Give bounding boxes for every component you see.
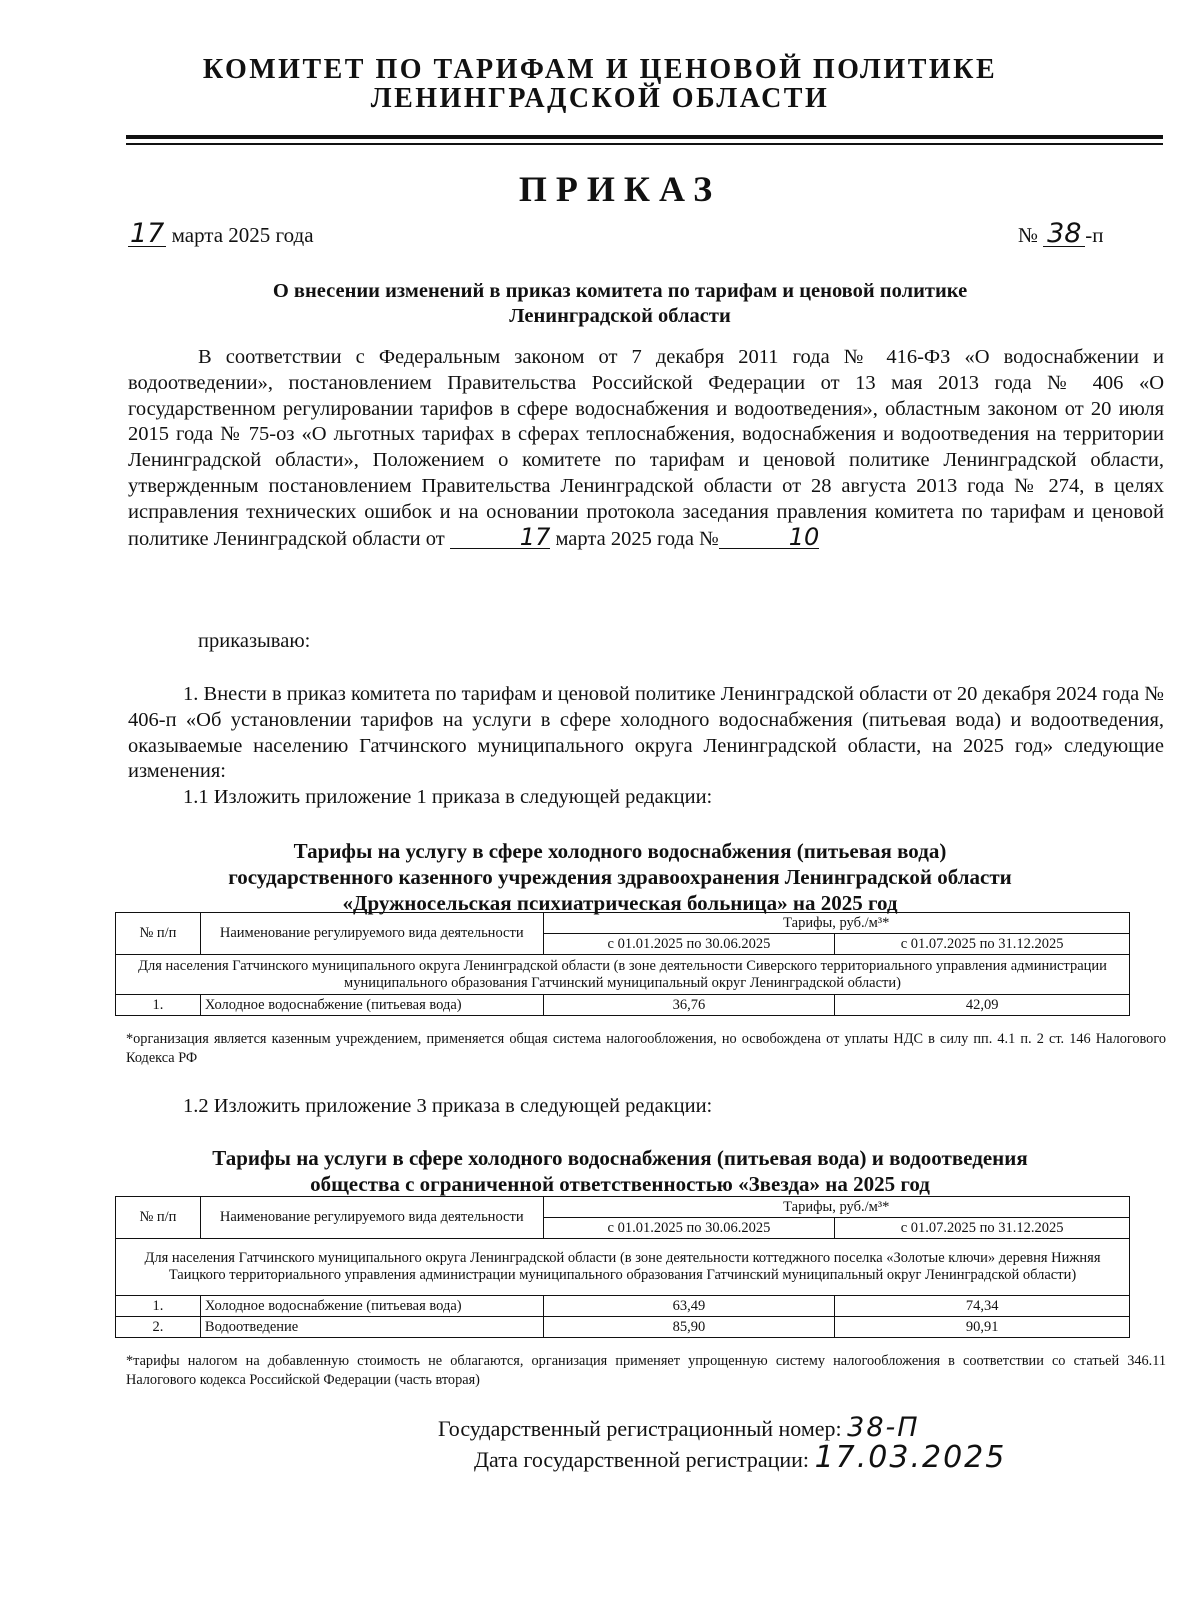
table1-row1-name: Холодное водоснабжение (питьевая вода) — [200, 995, 543, 1016]
table-row — [116, 1296, 1130, 1317]
table2-row2-value1: 85,90 — [543, 1317, 835, 1338]
table2-row1-name: Холодное водоснабжение (питьевая вода) — [200, 1296, 543, 1317]
tariff-table-1 — [115, 912, 1130, 1016]
table2-col-name: Наименование регулируемого вида деятельности — [200, 1197, 543, 1239]
item-1-1: 1.1 Изложить приложение 1 приказа в следующей редакции: — [183, 786, 713, 808]
preamble-text: В соответствии с Федеральным законом от 7 декабря 2011 года № 416-ФЗ «О водоснабжении и водоотведении», постановлением Правительства Российской Федерации от 13 мая 2013 года № 406 «О государственном регулировании тарифов в сфере водоснабжения и водоотведения», областным законом от 20 июля 2015 года № 75-оз «О льготных тарифах в сферах теплоснабжения, водоснабжения и водоотведения на территории Ленинградской области», Положением о комитете по тарифам и ценовой политике Ленинградской области, утвержденным постановлением Правительства Ленинградской области от 28 августа 2013 года № 274, в целях исправления технических ошибок и на основании протокола заседания правления комитета по тарифам и ценовой политике Ленинградской области от — [128, 346, 1164, 550]
registration-date-value: 17.03.2025 — [814, 1440, 1007, 1475]
table-row — [116, 1317, 1130, 1338]
table2-title — [0, 1145, 1200, 1197]
registration-number-label: Государственный регистрационный номер: — [438, 1416, 842, 1441]
table2-footnote: *тарифы налогом на добавленную стоимость не облагаются, организация применяет упрощенную систему налогообложения в соответствии со статьей 346.11 Налогового кодекса Российской Федерации (часть вторая) — [126, 1353, 1166, 1388]
decree-word: приказываю: — [198, 630, 311, 652]
subject-line1: О внесении изменений в приказ комитета по тарифам и ценовой политике — [272, 280, 968, 302]
order-date — [128, 218, 314, 249]
table1-row1-value2: 42,09 — [835, 995, 1130, 1016]
table2-title-line1: Тарифы на услуги в сфере холодного водоснабжения (питьевая вода) и водоотведения — [212, 1146, 1028, 1170]
protocol-date-rest: марта 2025 года — [555, 527, 695, 550]
table2-row1-num: 1. — [116, 1296, 201, 1317]
protocol-day-handwritten: 17 — [450, 526, 551, 549]
table2-group-label: Для населения Гатчинского муниципального округа Ленинградской области (в зоне деятельности коттеджного поселка «Золотые ключи» деревня Нижняя Таицкого территориального управления администрации муниципального образования Гатчинский муниципальный округ Ленинградской области) — [116, 1239, 1130, 1296]
registration-date-label: Дата государственной регистрации: — [474, 1447, 810, 1472]
table-row — [116, 995, 1130, 1016]
table2-col-num: № п/п — [116, 1197, 201, 1239]
table1-title-line1: Тарифы на услугу в сфере холодного водоснабжения (питьевая вода) — [293, 839, 947, 863]
table1-title-line2: государственного казенного учреждения здравоохранения Ленинградской области — [228, 865, 1012, 889]
header-rule-thin — [126, 143, 1163, 145]
table2-row1-value1: 63,49 — [543, 1296, 835, 1317]
item-1-2: 1.2 Изложить приложение 3 приказа в следующей редакции: — [183, 1095, 713, 1117]
table1-period1: с 01.01.2025 по 30.06.2025 — [543, 934, 835, 955]
item-1: 1. Внести в приказ комитета по тарифам и ценовой политике Ленинградской области от 20 декабря 2024 года № 406-п «Об установлении тарифов на услуги в сфере холодного водоснабжения (питьевая вода) и водоотведения, оказываемые населению Гатчинского муниципального округа Ленинградской области, на 2025 год» следующие изменения: — [128, 683, 1164, 783]
preamble-paragraph — [128, 345, 1164, 552]
order-number — [1018, 218, 1104, 249]
table1-col-tariffs: Тарифы, руб./м³* — [543, 913, 1129, 934]
order-number-handwritten: 38 — [1043, 222, 1085, 247]
table1-title-line3: «Дружносельская психиатрическая больница» на 2025 год — [342, 891, 898, 915]
table2-row2-value2: 90,91 — [835, 1317, 1130, 1338]
table1-row1-num: 1. — [116, 995, 201, 1016]
table2-period2: с 01.07.2025 по 31.12.2025 — [835, 1218, 1130, 1239]
order-date-rest: марта 2025 года — [171, 223, 314, 247]
registration-number-value: 38-П — [847, 1412, 920, 1443]
header-rule-thick — [126, 135, 1163, 139]
registration-date — [474, 1440, 1006, 1475]
table2-row2-name: Водоотведение — [200, 1317, 543, 1338]
tariff-table-2 — [115, 1196, 1130, 1338]
org-name-line1: КОМИТЕТ ПО ТАРИФАМ И ЦЕНОВОЙ ПОЛИТИКЕ — [202, 54, 998, 85]
table1-col-num: № п/п — [116, 913, 201, 955]
order-number-suffix: -п — [1085, 223, 1104, 247]
org-name-line2: ЛЕНИНГРАДСКОЙ ОБЛАСТИ — [370, 83, 830, 114]
table2-row1-value2: 74,34 — [835, 1296, 1130, 1317]
table1-col-name: Наименование регулируемого вида деятельности — [200, 913, 543, 955]
table1-title — [0, 838, 1200, 916]
protocol-number-handwritten: 10 — [719, 526, 820, 549]
table1-row1-value1: 36,76 — [543, 995, 835, 1016]
table2-title-line2: общества с ограниченной ответственностью «Звезда» на 2025 год — [310, 1172, 930, 1196]
protocol-num-prefix: № — [699, 527, 719, 550]
table1-period2: с 01.07.2025 по 31.12.2025 — [835, 934, 1130, 955]
table2-col-tariffs: Тарифы, руб./м³* — [543, 1197, 1129, 1218]
order-day-handwritten: 17 — [130, 218, 165, 249]
document-title: ПРИКАЗ — [518, 169, 722, 209]
registration-number — [438, 1412, 920, 1443]
table1-group-label: Для населения Гатчинского муниципального округа Ленинградской области (в зоне деятельности Сиверского территориального управления администрации муниципального образования Гатчинский муниципальный округ Ленинградской области) — [116, 955, 1130, 995]
subject-line2: Ленинградской области — [509, 305, 731, 327]
order-number-prefix: № — [1018, 223, 1039, 247]
table2-period1: с 01.01.2025 по 30.06.2025 — [543, 1218, 835, 1239]
table1-footnote: *организация является казенным учреждением, применяется общая система налогообложения, но освобождена от уплаты НДС в силу пп. 4.1 п. 2 ст. 146 Налогового Кодекса РФ — [126, 1031, 1166, 1066]
table2-row2-num: 2. — [116, 1317, 201, 1338]
order-subject — [0, 279, 1200, 329]
